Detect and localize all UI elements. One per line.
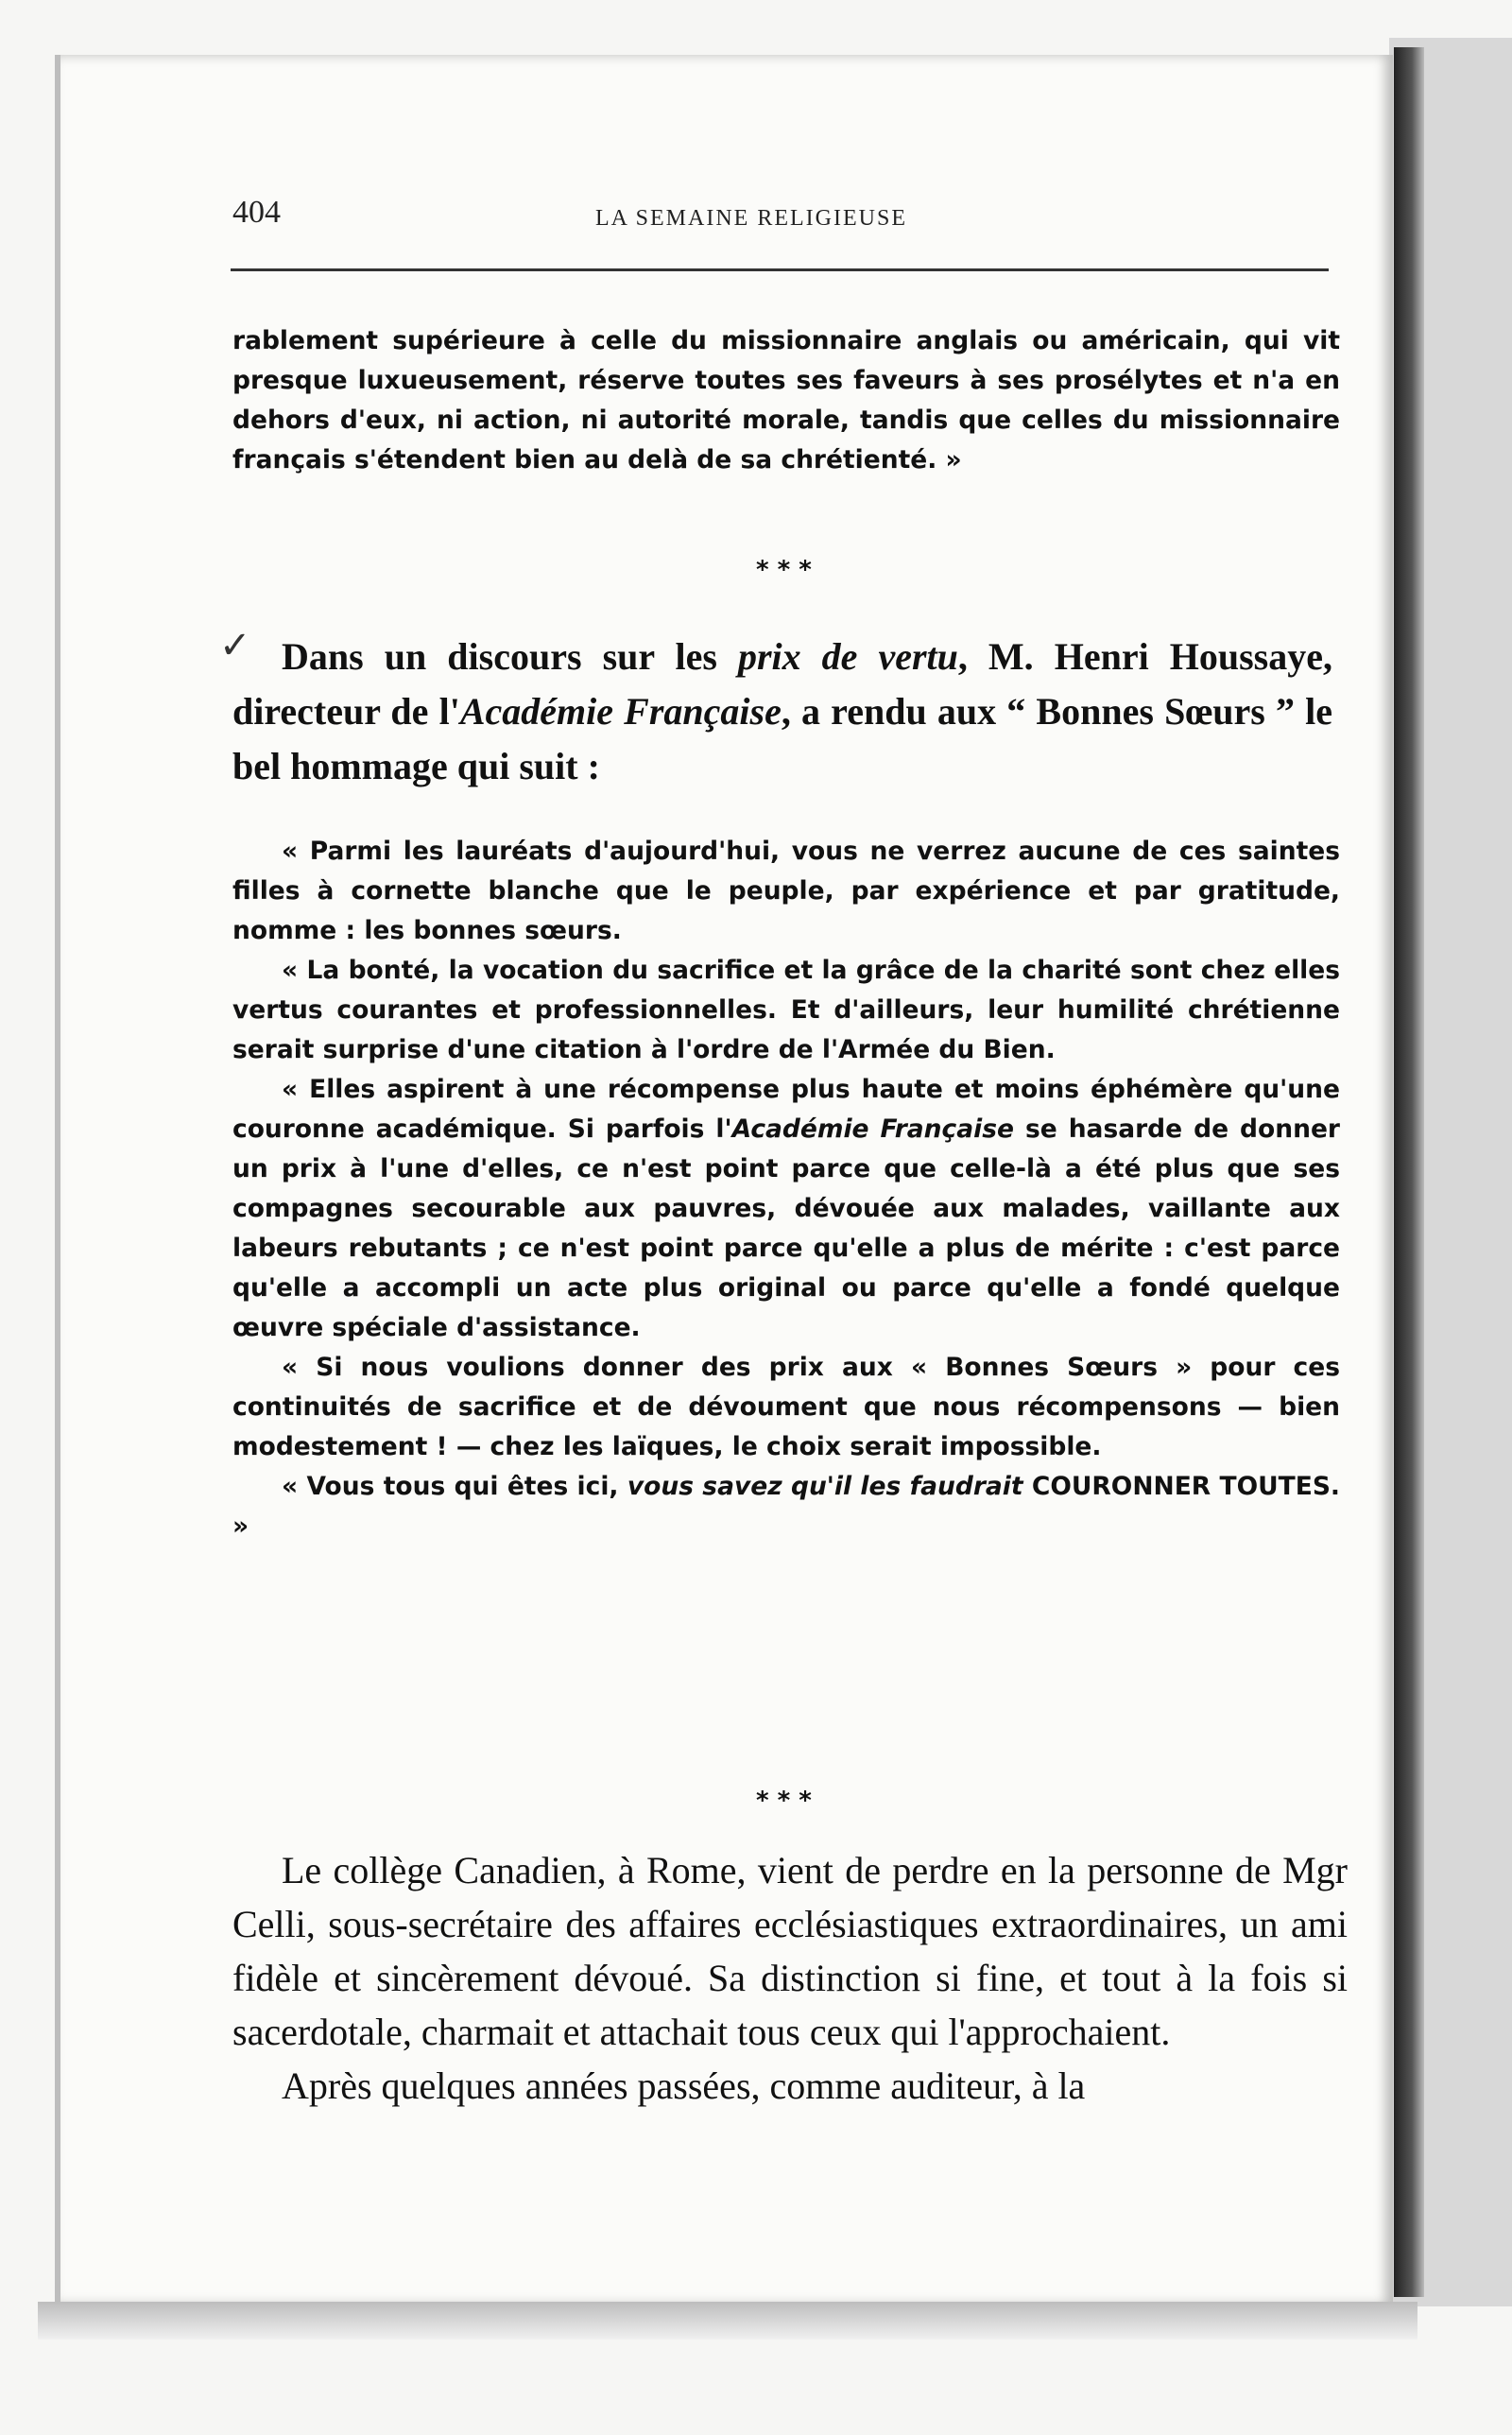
page-bottom-shadow — [38, 2302, 1418, 2340]
quote-paragraph — [232, 1070, 1340, 1348]
quote-part: COURONNER TOUTES. » — [232, 1472, 1340, 1541]
page-header — [232, 195, 1329, 242]
running-title: LA SEMAINE RELIGIEUSE — [595, 206, 907, 231]
intro-italic-prix: prix de vertu — [737, 635, 958, 678]
paragraph-missionary — [232, 321, 1340, 480]
header-rule — [231, 268, 1329, 271]
section-separator: * * * — [756, 556, 812, 584]
quotation-block — [232, 832, 1340, 1546]
quote-paragraph: « Si nous voulions donner des prix aux « Bonnes Sœurs » pour ces continuités de sacrifice et de dévoument que nous récompensons — bien modestement ! — chez les laïques, le choix serait impossible. — [232, 1353, 1340, 1461]
intro-italic-academie: Académie Française — [459, 690, 782, 733]
intro-part: , a rendu aux “ Bonnes Sœurs ” le bel hommage qui suit : — [232, 690, 1332, 787]
quote-part: « Vous tous qui êtes ici, — [282, 1472, 627, 1501]
paragraph-houssaye-intro — [232, 630, 1332, 794]
quote-italic: Académie Française — [731, 1114, 1014, 1144]
quote-paragraph: « Parmi les lauréats d'aujourd'hui, vous ne verrez aucune de ces saintes filles à cornette blanche que le peuple, par expérience et par gratitude, nomme : les bonnes sœurs. — [232, 837, 1340, 945]
book-spine-shadow — [1394, 47, 1424, 2297]
paragraph-celli — [232, 1843, 1348, 2113]
intro-part: , M. Henri Houssaye, directeur de l' — [232, 635, 1332, 733]
section-separator: * * * — [756, 1787, 812, 1815]
intro-text — [232, 630, 1332, 794]
quote-paragraph: « La bonté, la vocation du sacrifice et la grâce de la charité sont chez elles vertus courantes et professionnelles. Et d'ailleurs, leur humilité chrétienne serait surprise d'une citation à l'ordre de l'Armée du Bien. — [232, 956, 1340, 1064]
paragraph-text: Le collège Canadien, à Rome, vient de perdre en la personne de Mgr Celli, sous-secrétaire des affaires ecclésiastiques extraordinaires, un ami fidèle et sincèrement dévoué. Sa distinction si fine, et tout à la fois si sacerdotale, charmait et attachait tous ceux qui l'approchaient. — [232, 1849, 1348, 2053]
quote-paragraph — [232, 1467, 1340, 1546]
quote-italic: vous savez qu'il les faudrait — [627, 1472, 1023, 1501]
quote-part: se hasarde de donner un prix à l'une d'elles, ce n'est point parce que celle-là a été plus que ses compagnes secourable aux pauvres, dévouée aux malades, vaillante aux labeurs rebutants ; ce n'est point parce qu'elle a plus de mérite : c'est parce qu'elle a accompli un acte plus original ou parce qu'elle a fondé quelque œuvre spéciale d'assistance. — [232, 1114, 1340, 1342]
paragraph-text: Après quelques années passées, comme auditeur, à la — [282, 2064, 1086, 2107]
intro-part: Dans un discours sur les — [282, 635, 738, 678]
margin-mark: ✓ — [219, 624, 251, 667]
paragraph-text: rablement supérieure à celle du missionnaire anglais ou américain, qui vit presque luxueusement, réserve toutes ses faveurs à ses prosélytes et n'a en dehors d'eux, ni action, ni autorité morale, tandis que celles du missionnaire français s'étendent bien au delà de sa chrétienté. » — [232, 326, 1340, 475]
page-number: 404 — [232, 195, 281, 230]
quote-part: « Elles aspirent à une récompense plus haute et moins éphémère qu'une couronne académique. Si parfois l' — [232, 1075, 1340, 1144]
